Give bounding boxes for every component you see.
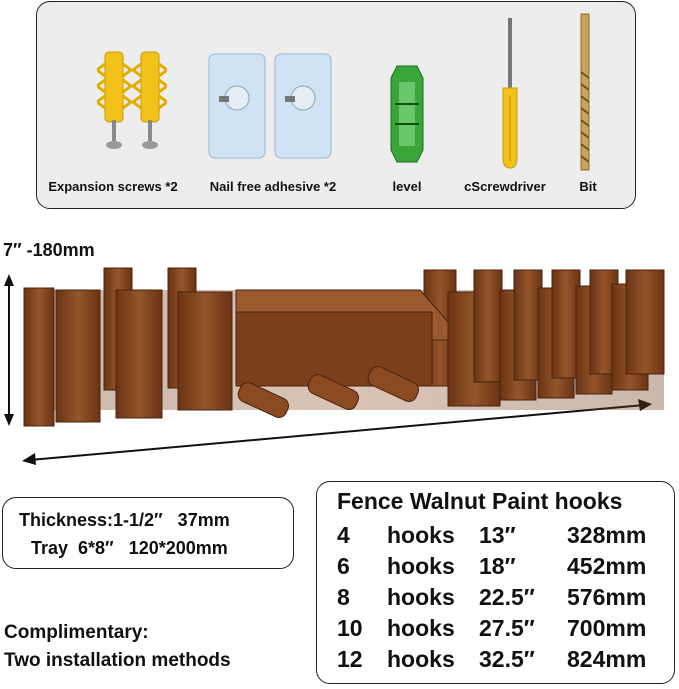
accessory-label-expansion-screws: Expansion screws *2 (48, 179, 178, 194)
hook-word: hooks (387, 522, 455, 548)
thickness-spec: Thickness:1-1/2″ 37mm (19, 510, 230, 530)
hook-length-inches: 22.5″ (479, 584, 535, 610)
hook-word: hooks (387, 584, 455, 610)
height-dimension-label: 7″ -180mm (3, 240, 95, 260)
hook-count: 4 (337, 522, 350, 548)
hook-count: 8 (337, 584, 350, 610)
complimentary-heading: Complimentary: (4, 622, 149, 643)
accessories-panel (36, 1, 636, 209)
hook-length-mm: 824mm (567, 646, 647, 672)
hook-length-inches: 13″ (479, 522, 516, 548)
hook-length-inches: 32.5″ (479, 646, 535, 672)
hook-word: hooks (387, 646, 455, 672)
accessory-label-bit: Bit (579, 179, 597, 194)
accessory-label-screwdriver: cScrewdriver (464, 179, 546, 194)
hook-size-table (316, 481, 675, 684)
accessory-label-level: level (392, 179, 422, 194)
installation-methods-text: Two installation methods (4, 650, 231, 671)
adhesive-hook-icon (205, 50, 339, 165)
table-row (317, 522, 674, 552)
spirit-level-icon (389, 64, 425, 164)
tray-spec: Tray 6*8″ 120*200mm (31, 538, 228, 558)
expansion-screw-icon (97, 46, 167, 161)
table-row (317, 584, 674, 614)
vertical-dimension-arrow (4, 274, 14, 426)
table-row (317, 646, 674, 676)
table-row (317, 615, 674, 645)
hook-word: hooks (387, 615, 455, 641)
accessory-label-adhesive: Nail free adhesive *2 (209, 179, 337, 194)
screwdriver-icon (495, 16, 525, 172)
hook-length-inches: 27.5″ (479, 615, 535, 641)
tray-shelf (236, 290, 448, 386)
hook-length-mm: 328mm (567, 522, 647, 548)
fence-hook-rack-illustration (0, 260, 679, 470)
hook-count: 6 (337, 553, 350, 579)
hook-length-inches: 18″ (479, 553, 516, 579)
hook-length-mm: 700mm (567, 615, 647, 641)
drill-bit-icon (573, 12, 597, 172)
hook-count: 10 (337, 615, 363, 641)
spec-box (2, 497, 294, 569)
table-row (317, 553, 674, 583)
hook-count: 12 (337, 646, 363, 672)
hook-length-mm: 576mm (567, 584, 647, 610)
hook-table-title: Fence Walnut Paint hooks (337, 488, 623, 514)
hook-length-mm: 452mm (567, 553, 647, 579)
hook-word: hooks (387, 553, 455, 579)
